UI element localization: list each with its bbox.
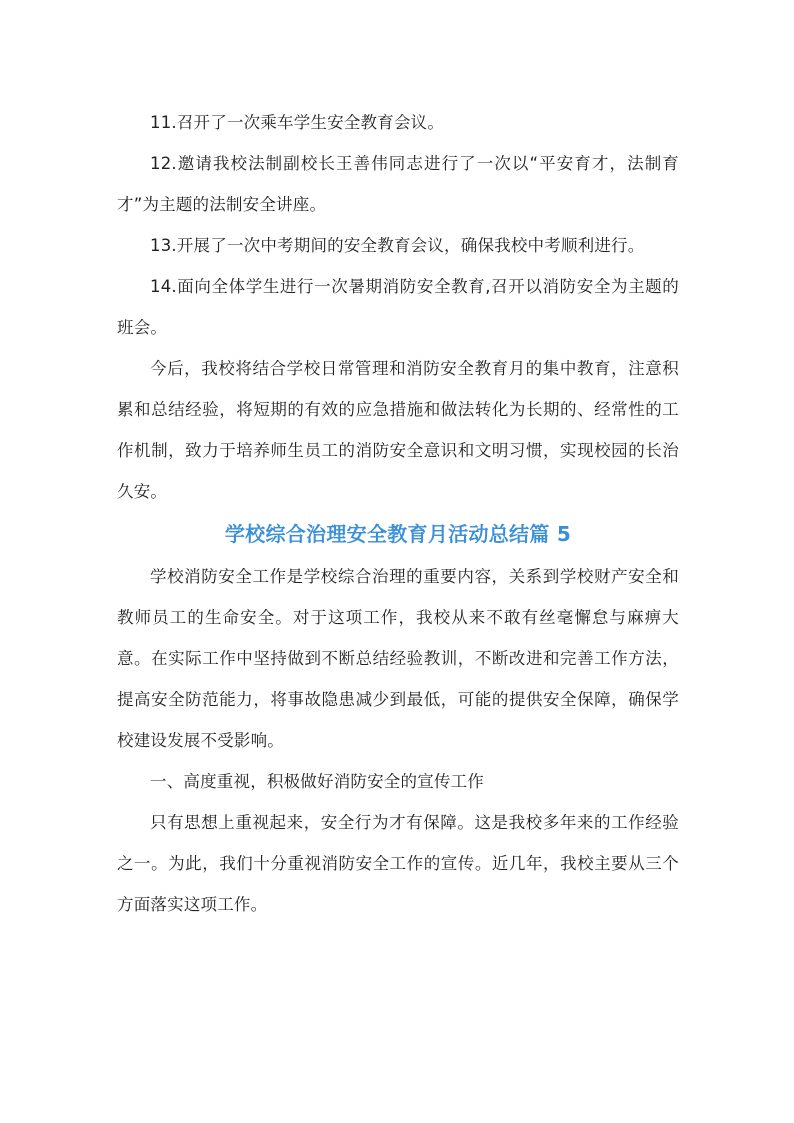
closing-paragraph: 今后，我校将结合学校日常管理和消防安全教育月的集中教育，注意积累和总结经验，将短期的有效的应急措施和做法转化为长期的、经常性的工作机制，致力于培养师生员工的消防安全意识和文明习惯，实现校园的长治久安。: [117, 359, 679, 501]
body-paragraph: 只有思想上重视起来，安全行为才有保障。这是我校多年来的工作经验之一。为此，我们十分重视消防安全工作的宣传。近几年，我校主要从三个方面落实这项工作。: [117, 813, 679, 914]
list-item-11: 11.召开了一次乘车学生安全教育会议。: [150, 113, 445, 132]
list-item-12: 12.邀请我校法制副校长王善伟同志进行了一次以“平安育才，法制育才”为主题的法制安全讲座。: [117, 154, 679, 214]
section-heading: 学校综合治理安全教育月活动总结篇 5: [224, 522, 572, 546]
intro-paragraph: 学校消防安全工作是学校综合治理的重要内容，关系到学校财产安全和教师员工的生命安全。对于这项工作，我校从来不敢有丝毫懈怠与麻痹大意。在实际工作中坚持做到不断总结经验教训，不断改进和完善工作方法，提高安全防范能力，将事故隐患减少到最低，可能的提供安全保障，确保学校建设发展不受影响。: [117, 567, 679, 750]
list-item-13: 13.开展了一次中考期间的安全教育会议，确保我校中考顺利进行。: [150, 236, 645, 255]
subheading-paragraph: 一、高度重视，积极做好消防安全的宣传工作: [150, 772, 484, 791]
list-item-14: 14.面向全体学生进行一次暑期消防安全教育,召开以消防安全为主题的班会。: [117, 277, 679, 337]
document-page: [117, 102, 679, 925]
